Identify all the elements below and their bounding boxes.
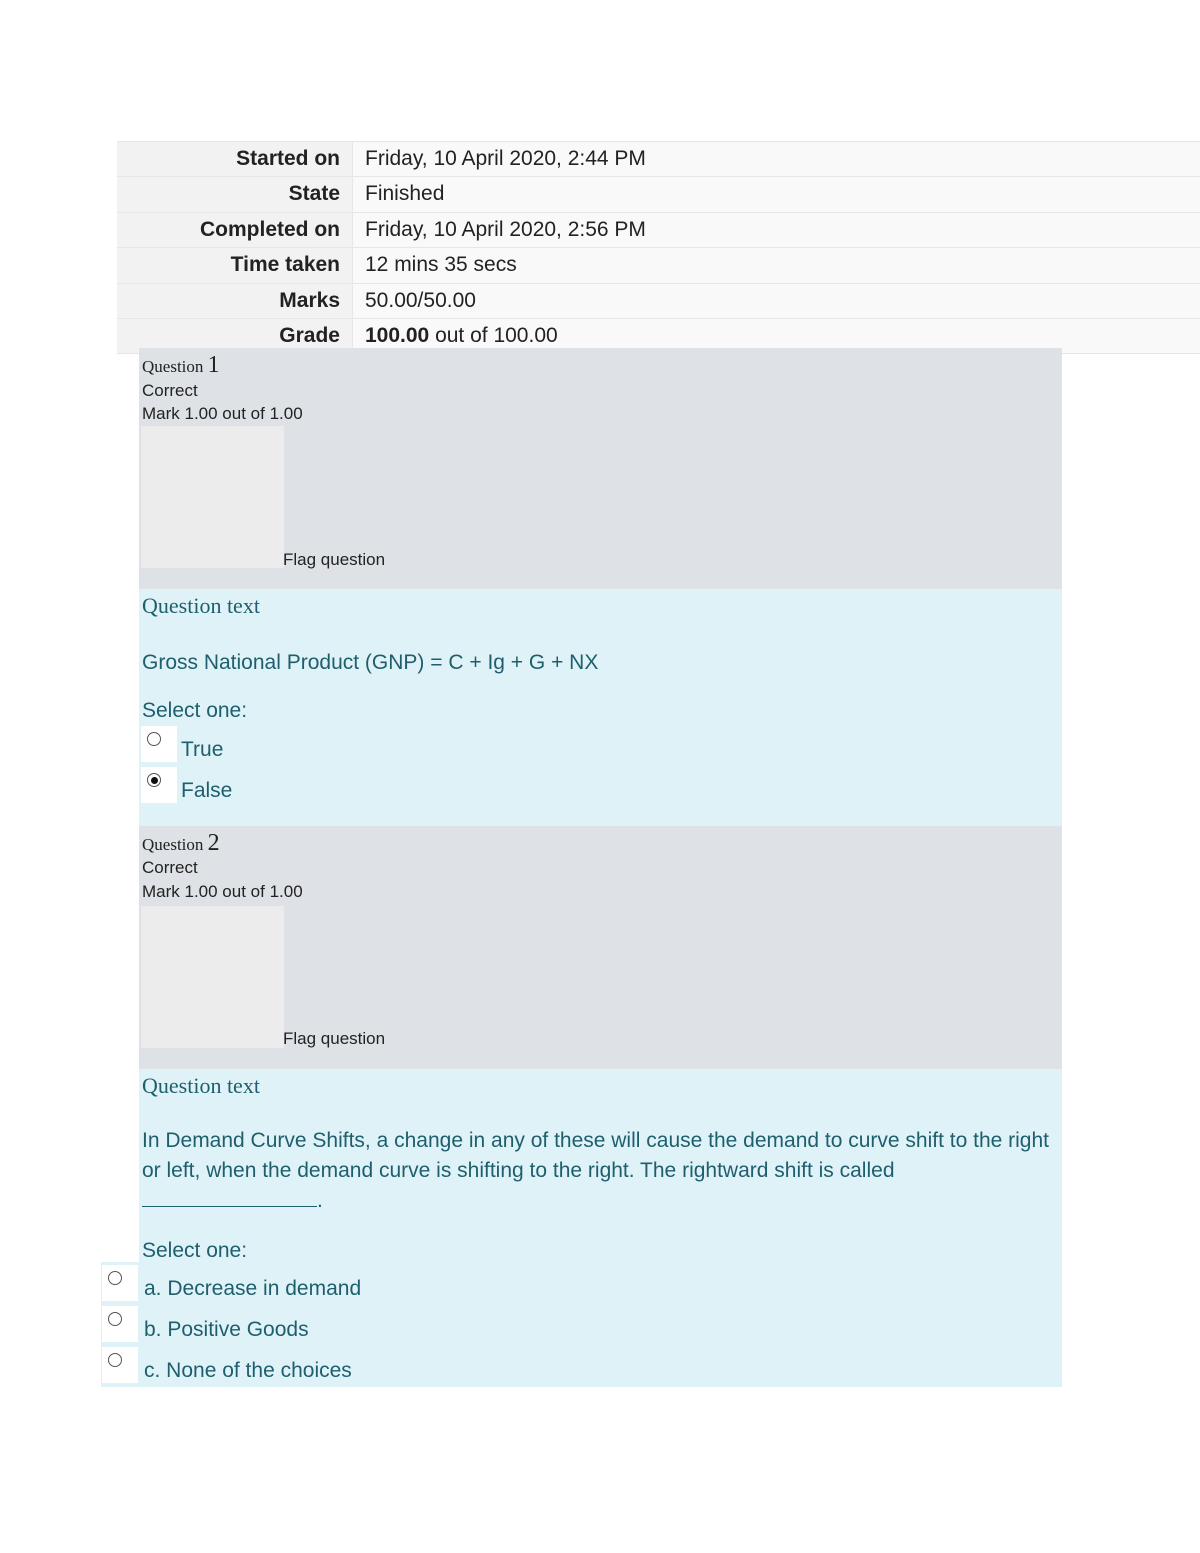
answer-label[interactable]: False bbox=[181, 779, 233, 802]
summary-value: 50.00/50.00 bbox=[352, 284, 1200, 318]
question-text: Gross National Product (GNP) = C + Ig + G + NX bbox=[142, 651, 599, 674]
question-text-heading: Question text bbox=[142, 1073, 260, 1098]
summary-row-started bbox=[117, 141, 1200, 176]
question-2-info bbox=[139, 826, 1062, 1069]
summary-value: Friday, 10 April 2020, 2:56 PM bbox=[352, 213, 1200, 247]
summary-value: Friday, 10 April 2020, 2:44 PM bbox=[352, 142, 1200, 176]
radio-true[interactable] bbox=[141, 726, 177, 762]
flag-icon[interactable] bbox=[141, 906, 284, 1048]
summary-row-time bbox=[117, 247, 1200, 282]
question-1-info bbox=[139, 348, 1062, 589]
summary-label: Marks bbox=[117, 284, 352, 318]
question-word: Question bbox=[142, 357, 204, 376]
question-mark: Mark 1.00 out of 1.00 bbox=[142, 404, 303, 423]
radio-icon[interactable] bbox=[147, 732, 161, 746]
question-number-value: 1 bbox=[207, 352, 220, 378]
answer-blank bbox=[142, 1188, 317, 1207]
question-text-end: . bbox=[317, 1189, 323, 1212]
select-one-prompt: Select one: bbox=[142, 1239, 248, 1262]
answer-label[interactable]: b. Positive Goods bbox=[144, 1318, 309, 1341]
question-text bbox=[142, 1126, 1057, 1216]
question-text-body: In Demand Curve Shifts, a change in any of these will cause the demand to curve shift to the right or left, when the demand curve is shifting to the right. The rightward shift is called bbox=[142, 1129, 1049, 1182]
summary-label: Grade bbox=[117, 319, 352, 353]
radio-b[interactable] bbox=[102, 1306, 138, 1342]
answer-option-a[interactable] bbox=[102, 1265, 361, 1301]
grade-out-of: out of 100.00 bbox=[429, 323, 558, 347]
answer-option-c[interactable] bbox=[102, 1347, 352, 1383]
question-word: Question bbox=[142, 835, 204, 854]
select-one-prompt: Select one: bbox=[142, 699, 248, 722]
question-text-heading: Question text bbox=[142, 593, 260, 618]
radio-icon[interactable] bbox=[108, 1312, 122, 1326]
summary-label: Time taken bbox=[117, 248, 352, 282]
summary-row-marks bbox=[117, 283, 1200, 318]
summary-row-state bbox=[117, 176, 1200, 211]
question-state: Correct bbox=[142, 381, 198, 400]
question-number-value: 2 bbox=[207, 830, 220, 856]
answer-option-true[interactable] bbox=[141, 726, 223, 762]
answer-label[interactable]: c. None of the choices bbox=[144, 1359, 352, 1382]
question-state: Correct bbox=[142, 858, 198, 877]
question-number bbox=[142, 352, 220, 379]
radio-false[interactable] bbox=[141, 767, 177, 803]
grade-value: 100.00 bbox=[365, 323, 430, 347]
summary-label: Completed on bbox=[117, 213, 352, 247]
radio-icon[interactable] bbox=[108, 1271, 122, 1285]
summary-value: 12 mins 35 secs bbox=[352, 248, 1200, 282]
summary-label: State bbox=[117, 177, 352, 211]
question-number bbox=[142, 830, 220, 857]
radio-c[interactable] bbox=[102, 1347, 138, 1383]
summary-value: Finished bbox=[352, 177, 1200, 211]
radio-checked-icon[interactable] bbox=[147, 773, 161, 787]
flag-icon[interactable] bbox=[141, 426, 284, 568]
attempt-summary-table bbox=[117, 141, 1200, 354]
answer-option-b[interactable] bbox=[102, 1306, 309, 1342]
answer-option-false[interactable] bbox=[141, 767, 232, 803]
radio-a[interactable] bbox=[102, 1265, 138, 1301]
answer-label[interactable]: a. Decrease in demand bbox=[144, 1277, 362, 1300]
flag-question-link[interactable]: Flag question bbox=[283, 550, 386, 569]
flag-question-link[interactable]: Flag question bbox=[283, 1029, 386, 1048]
question-1-content bbox=[139, 589, 1062, 826]
answer-label[interactable]: True bbox=[181, 738, 224, 761]
summary-label: Started on bbox=[117, 142, 352, 176]
radio-icon[interactable] bbox=[108, 1353, 122, 1367]
question-mark: Mark 1.00 out of 1.00 bbox=[142, 882, 303, 901]
summary-row-completed bbox=[117, 212, 1200, 247]
